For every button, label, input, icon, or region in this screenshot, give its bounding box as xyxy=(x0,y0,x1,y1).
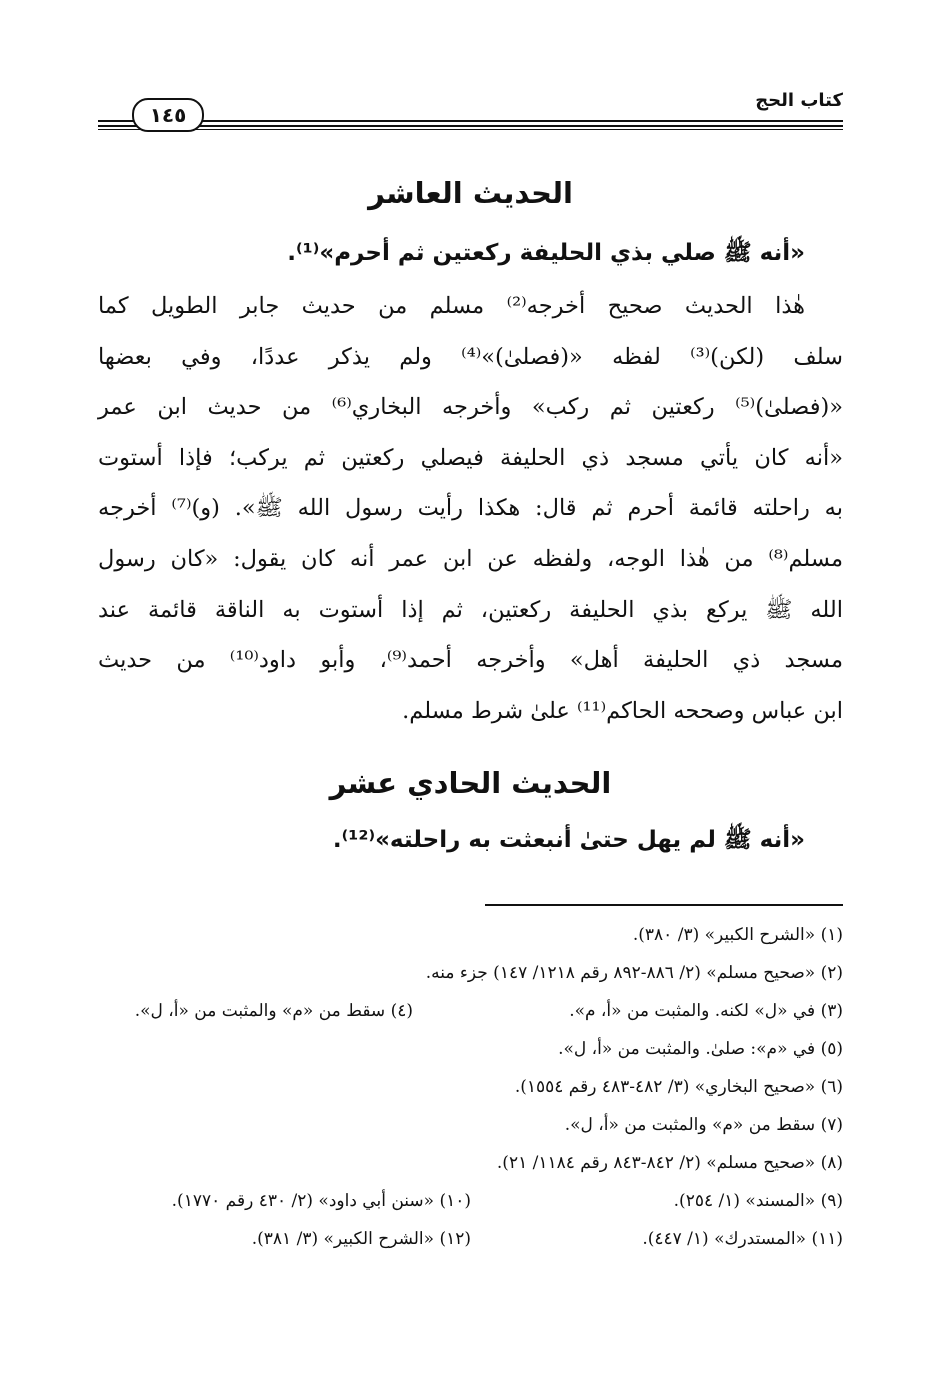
text-line: به راحلته قائمة أحرم ثم قال: هكذا رأيت رسول الله ﷺ». (و)⁽⁷⁾ أخرجه xyxy=(98,495,843,522)
text-line: سلف (لكن)⁽³⁾ لفظه «(فصلىٰ)»⁽⁴⁾ ولم يذكر عددًا، وفي بعضها xyxy=(98,343,843,370)
header-rule xyxy=(98,129,843,130)
footnote-separator xyxy=(485,904,843,906)
hadith-quote-block xyxy=(98,238,843,272)
hadith-quote: «أنه ﷺ لم يهل حتىٰ أنبعثت به راحلته»⁽¹²⁾. xyxy=(332,827,805,853)
text-line: مسجد ذي الحليفة أهل» وأخرجه أحمد⁽⁹⁾، وأبو داود⁽¹⁰⁾ من حديث xyxy=(98,647,843,674)
footnote: (٨) «صحيح مسلم» (٢/ ٨٤٢-٨٤٣ رقم ١١٨٤/ ٢١). xyxy=(496,1153,843,1173)
section-hadith-11 xyxy=(98,766,843,800)
footnote: (١٠) «سنن أبي داود» (٢/ ٤٣٠ رقم ١٧٧٠). xyxy=(171,1191,471,1211)
footnote: (٦) «صحيح البخاري» (٣/ ٤٨٢-٤٨٣ رقم ١٥٥٤). xyxy=(514,1077,843,1097)
section-hadith-10 xyxy=(98,176,843,210)
text-line: ابن عباس وصححه الحاكم⁽¹¹⁾ علىٰ شرط مسلم. xyxy=(402,697,843,724)
footnote: (٢) «صحيح مسلم» (٢/ ٨٨٦-٨٩٢ رقم ١٢١٨/ ١٤٧) جزء منه. xyxy=(425,963,843,983)
footnote: (٥) في «م»: صلىٰ. والمثبت من «أ، ل». xyxy=(558,1039,843,1059)
footnote: (١) «الشرح الكبير» (٣/ ٣٨٠). xyxy=(632,925,843,945)
footnote: (١٢) «الشرح الكبير» (٣/ ٣٨١). xyxy=(251,1229,471,1249)
paragraph-text xyxy=(98,281,843,736)
text-line: الله ﷺ يركع بذي الحليفة ركعتين، ثم إذا أستوت به الناقة قائمة عند xyxy=(98,596,843,623)
commentary-paragraph xyxy=(98,281,843,736)
footnote: (١١) «المستدرك» (١/ ٤٤٧). xyxy=(642,1229,843,1249)
footnote: (٣) في «ل» لكنه. والمثبت من «أ، م». xyxy=(569,1001,843,1021)
page-number: ١٤٥ xyxy=(132,98,204,132)
text-line: هٰذا الحديث صحيح أخرجه⁽²⁾ مسلم من حديث جابر الطويل كما xyxy=(98,293,805,319)
footnote: (٧) سقط من «م» والمثبت من «أ، ل». xyxy=(564,1115,843,1135)
hadith-quote-block xyxy=(98,825,843,859)
footnote-row xyxy=(98,1220,843,1258)
text-line: «أنه كان يأتي مسجد ذي الحليفة فيصلي ركعتين ثم يركب؛ فإذا أستوت xyxy=(98,444,843,471)
book-title: كتاب الحج xyxy=(745,90,843,111)
section-heading: الحديث الحادي عشر xyxy=(329,766,612,800)
header-rule xyxy=(98,120,843,122)
footnotes xyxy=(98,916,843,1258)
hadith-quote: «أنه ﷺ صلي بذي الحليفة ركعتين ثم أحرم»⁽¹⁾. xyxy=(287,240,805,266)
footnote: (٩) «المسند» (١/ ٢٥٤). xyxy=(673,1191,843,1211)
header-rule xyxy=(98,125,843,127)
running-header xyxy=(98,92,843,132)
text-line: مسلم⁽⁸⁾ من هٰذا الوجه، ولفظه عن ابن عمر أنه كان يقول: «كان رسول xyxy=(98,545,843,572)
text-line: «(فصلىٰ)⁽⁵⁾ ركعتين ثم ركب» وأخرجه البخاري⁽⁶⁾ من حديث ابن عمر xyxy=(98,394,843,421)
section-heading: الحديث العاشر xyxy=(368,176,573,210)
footnote-row xyxy=(98,992,843,1030)
footnote-row xyxy=(98,1182,843,1220)
footnote: (٤) سقط من «م» والمثبت من «أ، ل». xyxy=(134,1001,413,1021)
